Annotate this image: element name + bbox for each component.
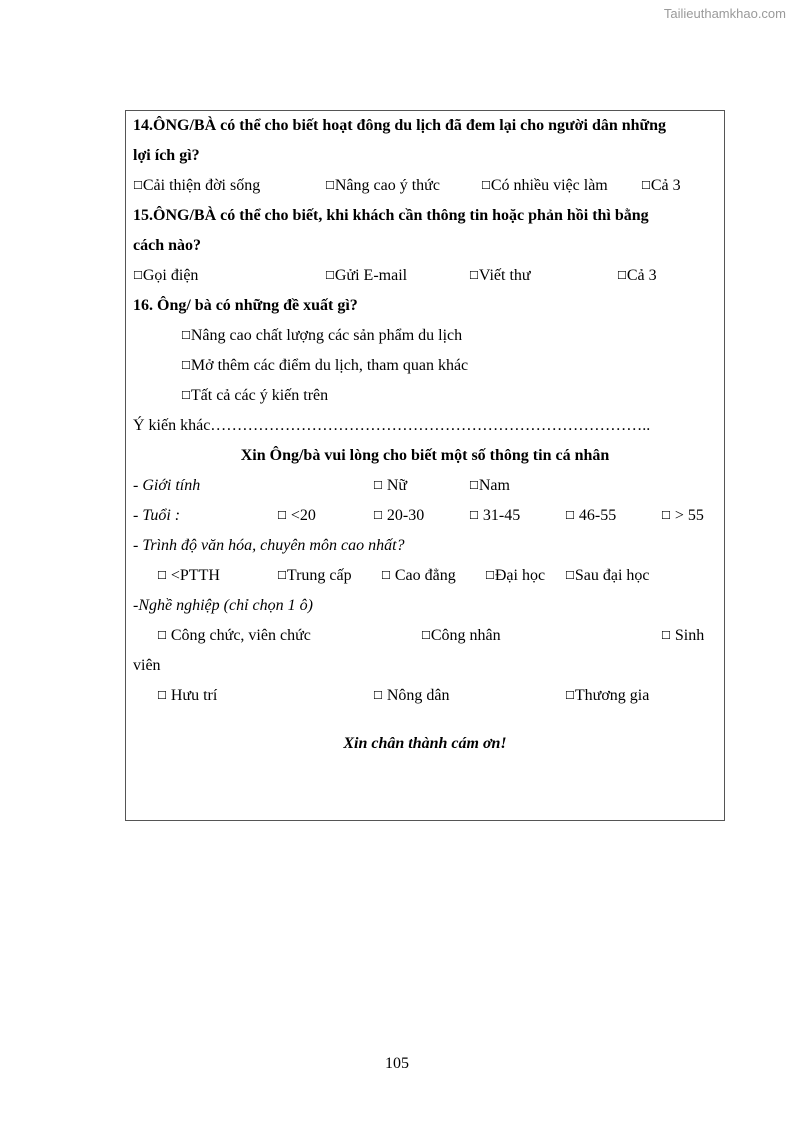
q14-option-4[interactable] (641, 176, 681, 196)
checkbox-icon[interactable]: ☐ (373, 689, 383, 702)
age-option-4[interactable] (565, 506, 616, 526)
checkbox-icon[interactable]: ☐ (373, 509, 383, 522)
checkbox-icon[interactable]: ☐ (133, 269, 143, 282)
option-label: Trung cấp (286, 567, 352, 584)
option-label: Mở thêm các điểm du lịch, tham quan khác (190, 357, 469, 374)
checkbox-icon[interactable]: ☐ (277, 569, 287, 582)
other-opinion-line[interactable]: Ý kiến khác……………………………………………………………………….. (133, 417, 651, 434)
checkbox-icon[interactable]: ☐ (469, 269, 479, 282)
option-label: Nâng cao chất lượng các sản phẩm du lịch (190, 327, 463, 344)
checkbox-icon[interactable]: ☐ (481, 179, 491, 192)
q14-option-2[interactable] (325, 176, 440, 196)
thanks-message: Xin chân thành cám ơn! (343, 735, 507, 752)
q16-option-3[interactable] (181, 386, 328, 406)
checkbox-icon[interactable]: ☐ (565, 689, 575, 702)
q16-option-1[interactable] (181, 326, 462, 346)
education-option-4[interactable] (485, 566, 545, 586)
question-15-line-2: cách nào? (133, 237, 201, 254)
option-label: > 55 (674, 507, 704, 524)
education-label: - Trình độ văn hóa, chuyên môn cao nhất? (133, 537, 405, 554)
occupation-option-3-wrap: viên (133, 657, 161, 674)
checkbox-icon[interactable]: ☐ (157, 689, 167, 702)
checkbox-icon[interactable]: ☐ (325, 269, 335, 282)
occupation-option-4[interactable] (157, 686, 217, 706)
checkbox-icon[interactable]: ☐ (157, 569, 167, 582)
option-label: Cả 3 (626, 267, 657, 284)
age-label: - Tuổi : (133, 507, 181, 524)
occupation-option-1[interactable] (157, 626, 311, 646)
checkbox-icon[interactable]: ☐ (181, 389, 191, 402)
option-label: Nữ (386, 477, 408, 494)
occupation-option-6[interactable] (565, 686, 649, 706)
watermark: Tailieuthamkhao.com (663, 6, 786, 21)
age-option-2[interactable] (373, 506, 424, 526)
q15-option-4[interactable] (617, 266, 657, 286)
option-label: 20-30 (386, 507, 425, 524)
checkbox-icon[interactable]: ☐ (565, 509, 575, 522)
question-14-line-2: lợi ích gì? (133, 147, 200, 164)
gender-label: - Giới tính (133, 477, 201, 494)
occupation-option-5[interactable] (373, 686, 450, 706)
option-label: Viết thư (478, 267, 531, 284)
checkbox-icon[interactable]: ☐ (485, 569, 495, 582)
option-label: Tất cả các ý kiến trên (190, 387, 329, 404)
option-label: Thương gia (574, 687, 650, 704)
q14-option-1[interactable] (133, 176, 260, 196)
option-label: Cải thiện đời sống (142, 177, 261, 194)
option-label: Gửi E-mail (334, 267, 408, 284)
checkbox-icon[interactable]: ☐ (381, 569, 391, 582)
q15-option-1[interactable] (133, 266, 198, 286)
checkbox-icon[interactable]: ☐ (661, 509, 671, 522)
checkbox-icon[interactable]: ☐ (373, 479, 383, 492)
q15-option-2[interactable] (325, 266, 407, 286)
checkbox-icon[interactable]: ☐ (469, 509, 479, 522)
option-label: Nâng cao ý thức (334, 177, 440, 194)
option-label: Có nhiều việc làm (490, 177, 608, 194)
question-15-line-1: 15.ÔNG/BÀ có thể cho biết, khi khách cần thông tin hoặc phản hồi thì bằng (133, 207, 649, 224)
question-14-line-1: 14.ÔNG/BÀ có thể cho biết hoạt đông du lịch đã đem lại cho người dân những (133, 117, 667, 134)
education-option-2[interactable] (277, 566, 352, 586)
q15-option-3[interactable] (469, 266, 531, 286)
occupation-option-2[interactable] (421, 626, 501, 646)
checkbox-icon[interactable]: ☐ (157, 629, 167, 642)
checkbox-icon[interactable]: ☐ (133, 179, 143, 192)
q16-option-2[interactable] (181, 356, 468, 376)
checkbox-icon[interactable]: ☐ (565, 569, 575, 582)
option-label: Sau đại học (574, 567, 650, 584)
checkbox-icon[interactable]: ☐ (617, 269, 627, 282)
option-label: Gọi điện (142, 267, 199, 284)
checkbox-icon[interactable]: ☐ (325, 179, 335, 192)
question-16-title: 16. Ông/ bà có những đề xuất gì? (133, 297, 358, 314)
option-label: Nông dân (386, 687, 450, 704)
option-label: Hưu trí (170, 687, 218, 704)
option-label: Công nhân (430, 627, 501, 644)
age-option-1[interactable] (277, 506, 316, 526)
option-label: Đại học (494, 567, 546, 584)
education-option-5[interactable] (565, 566, 650, 586)
age-option-5[interactable] (661, 506, 704, 526)
option-label: <20 (290, 507, 316, 524)
checkbox-icon[interactable]: ☐ (469, 479, 479, 492)
option-label: Cả 3 (650, 177, 681, 194)
option-label: 31-45 (482, 507, 521, 524)
checkbox-icon[interactable]: ☐ (181, 359, 191, 372)
option-label: Cao đẳng (394, 567, 456, 584)
education-option-3[interactable] (381, 566, 456, 586)
page-number: 105 (385, 1055, 409, 1072)
education-option-1[interactable] (157, 566, 220, 586)
option-label: Nam (478, 477, 510, 494)
checkbox-icon[interactable]: ☐ (421, 629, 431, 642)
option-label: <PTTH (170, 567, 220, 584)
age-option-3[interactable] (469, 506, 520, 526)
checkbox-icon[interactable]: ☐ (277, 509, 287, 522)
checkbox-icon[interactable]: ☐ (181, 329, 191, 342)
option-label: Công chức, viên chức (170, 627, 311, 644)
gender-option-female[interactable] (373, 476, 407, 496)
occupation-option-3[interactable] (661, 626, 704, 646)
gender-option-male[interactable] (469, 476, 510, 496)
occupation-label: -Nghề nghiệp (chỉ chọn 1 ô) (133, 597, 313, 614)
option-label: Sinh (674, 627, 705, 644)
checkbox-icon[interactable]: ☐ (661, 629, 671, 642)
personal-info-title: Xin Ông/bà vui lòng cho biết một số thông tin cá nhân (240, 447, 610, 464)
option-label: 46-55 (578, 507, 617, 524)
q14-option-3[interactable] (481, 176, 608, 196)
checkbox-icon[interactable]: ☐ (641, 179, 651, 192)
